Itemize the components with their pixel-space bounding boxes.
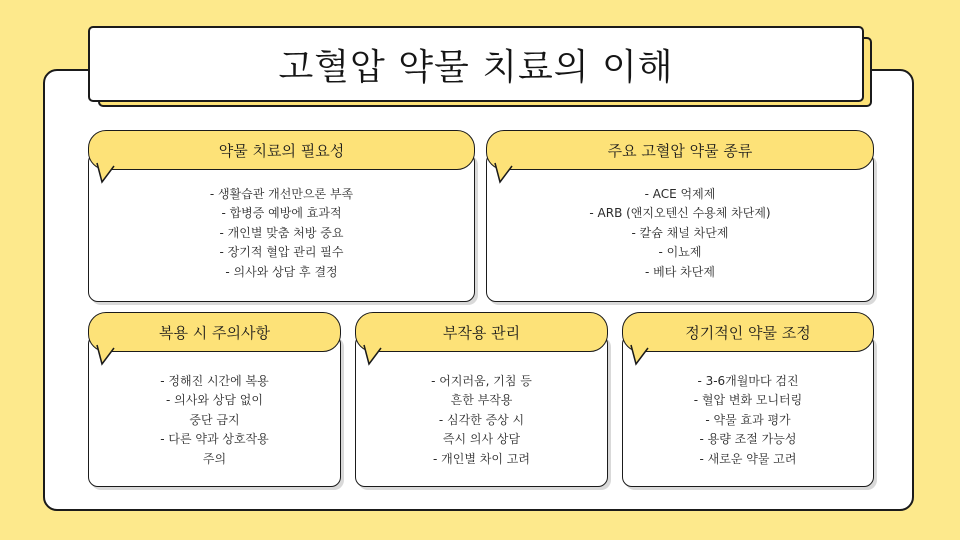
card-text: - 어지러움, 기침 등 흔한 부작용 - 심각한 증상 시 즉시 의사 상담 - 개인별 차이 고려 — [431, 373, 532, 466]
card-heading: 약물 치료의 필요성 — [88, 130, 475, 170]
card-text: - ACE 억제제 - ARB (앤지오텐신 수용체 차단제) - 칼슘 채널 차단제 - 이뇨제 - 베타 차단제 — [589, 186, 771, 279]
card-text: - 3-6개월마다 검진 - 혈압 변화 모니터링 - 약물 효과 평가 - 용량 조절 가능성 - 새로운 약물 고려 — [693, 373, 803, 466]
card-adjustment — [622, 312, 874, 487]
card-text: - 생활습관 개선만으론 부족 - 합병증 예방에 효과적 - 개인별 맞춤 처방 중요 - 장기적 혈압 관리 필수 - 의사와 상담 후 결정 — [209, 186, 354, 279]
speech-tail-icon — [94, 344, 120, 366]
page-title: 고혈압 약물 치료의 이해 — [278, 46, 674, 88]
card-text: - 정해진 시간에 복용 - 의사와 상담 없이 중단 금지 - 다른 약과 상호작용 주의 — [160, 373, 269, 466]
card-side-effects — [355, 312, 608, 487]
card-heading: 부작용 관리 — [355, 312, 608, 352]
card-heading: 주요 고혈압 약물 종류 — [486, 130, 874, 170]
speech-tail-icon — [492, 162, 518, 184]
card-heading: 복용 시 주의사항 — [88, 312, 341, 352]
speech-tail-icon — [628, 344, 654, 366]
card-heading: 정기적인 약물 조정 — [622, 312, 874, 352]
card-drug-types — [486, 130, 874, 302]
speech-tail-icon — [94, 162, 120, 184]
card-precautions — [88, 312, 341, 487]
speech-tail-icon — [361, 344, 387, 366]
title-box — [88, 26, 864, 102]
card-necessity — [88, 130, 475, 302]
